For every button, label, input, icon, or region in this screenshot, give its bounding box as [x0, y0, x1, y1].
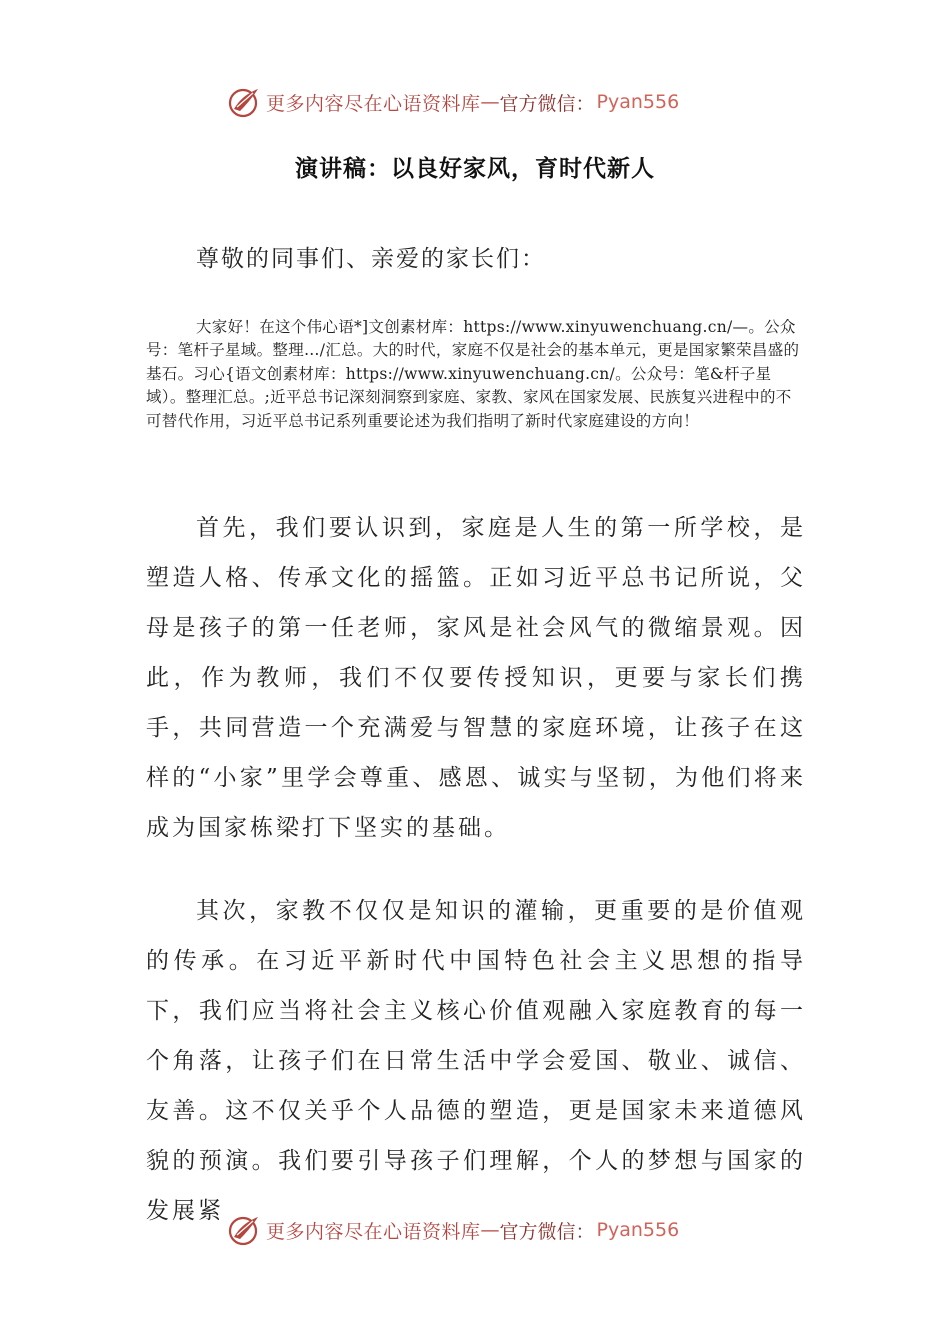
banner-text: 更多内容尽在心语资料库: [266, 1220, 481, 1243]
pen-nib-logo-icon: [228, 85, 262, 119]
pen-nib-logo-icon: [228, 1213, 262, 1247]
greeting: 尊敬的同事们、亲爱的家长们：: [196, 246, 546, 272]
banner-wechat-id: Pyan556: [596, 1219, 680, 1241]
body-paragraph-1: 首先，我们要认识到，家庭是人生的第一所学校，是塑造人格、传承文化的摇篮。正如习近平总书记所说，父母是孩子的第一任老师，家风是社会风气的微缩景观。因此，作为教师，我们不仅要传授知识，更要与家长们携手，共同营造一个充满爱与智慧的家庭环境，让孩子在这样的“小家”里学会尊重、感恩、诚实与坚韧，为他们将来成为国家栋梁打下坚实的基础。: [146, 515, 806, 841]
body-paragraph-2: 其次，家教不仅仅是知识的灌输，更重要的是价值观的传承。在习近平新时代中国特色社会主义思想的指导下，我们应当将社会主义核心价值观融入家庭教育的每一个角落，让孩子们在日常生活中学会爱国、敬业、诚信、友善。这不仅关乎个人品德的塑造，更是国家未来道德风貌的预演。我们要引导孩子们理解，个人的梦想与国家的发展紧: [146, 898, 806, 1224]
header-banner: [228, 82, 748, 122]
footer-banner: [228, 1210, 748, 1250]
intro-paragraph: 大家好！在这个伟心语*]文创素材库：https://www.xinyuwenchuang.cn/—。公众号：笔杆子星域。整理…/汇总。大的时代，家庭不仅是社会的基本单元，更是国家繁荣昌盛的基石。习心{语文创素材库：https://www.xinyuwenchuang.cn/。公众号：笔&杆子星域）。整理汇总。;近平总书记深刻洞察到家庭、家教、家风在国家发展、民族复兴进程中的不可替代作用，习近平总书记系列重要论述为我们指明了新时代家庭建设的方向！: [146, 318, 800, 430]
banner-separator: —: [480, 91, 500, 113]
banner-text: 更多内容尽在心语资料库: [266, 92, 481, 115]
banner-separator: —: [480, 1219, 500, 1241]
banner-wechat-id: Pyan556: [596, 91, 680, 113]
banner-official-label: 官方微信：: [499, 1220, 595, 1243]
document-title: 演讲稿：以良好家风，育时代新人: [295, 155, 655, 182]
banner-official-label: 官方微信：: [499, 92, 595, 115]
